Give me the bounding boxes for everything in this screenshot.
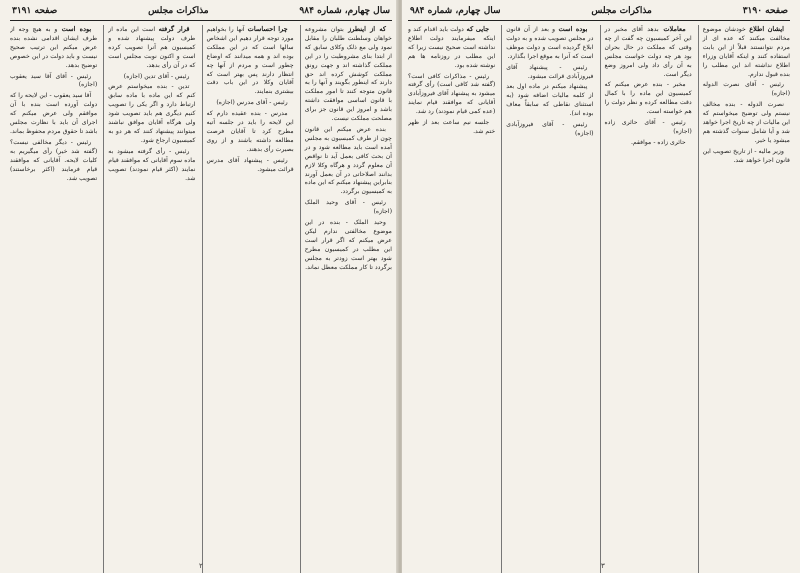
- right-column-1: [698, 25, 790, 573]
- left-column-4: [10, 25, 97, 573]
- paragraph: رئیس - آقای آقا سید یعقوب (اجازه): [10, 72, 98, 89]
- paragraph: رئیس - آقای تدین (اجازه): [123, 72, 190, 80]
- paragraph: رئیس - آقای وحید الملک (اجازه): [304, 199, 392, 216]
- paragraph: تدین - بنده میخواستم عرض کنم که این ماده با ماده سابق ارتباط دارد و اگر یکی را تصویب کنیم دیگری هم باید تصویب شود ولی هرگاه آقایان موافق نباشند میتوانند پیشنهاد کنند که هر دو به کمیسیون ارجاع شود.: [108, 83, 196, 144]
- paragraph: بنده عرض میکنم این قانون چون از طرف کمیسیون به مجلس آمده است باید مطالعه شود و در آن بحث کافی بعمل آید تا نواقص آن معلوم گردد و هرگاه وکلا لازم بدانند اصلاحاتی در آن بعمل آورند بنابراین پیشنهاد میکنم که این ماده به کمیسیون برگردد.: [304, 125, 392, 196]
- paragraph: رئیس - آقای مدرس (اجازه): [216, 99, 288, 107]
- right-column-4: [408, 25, 495, 573]
- paragraph: وزیر مالیه - از تاریخ تصویب این قانون اجرا خواهد شد.: [702, 147, 790, 164]
- paragraph: مدرس - بنده عقیده دارم که این لایحه را باید در جلسه آتیه مطرح کرد تا آقایان فرصت مطالعه داشته باشند و از روی بصیرت رأی بدهند.: [206, 110, 294, 153]
- paragraph: جایی که دولت باید اقدام کند و اینکه میفرمایند دولت اطلاع نداشته است صحیح نیست زیرا که این مطلب در روزنامه ها هم نوشته شده بود.: [408, 25, 496, 69]
- paragraph: جلسه نیم ساعت بعد از ظهر ختم شد.: [408, 119, 496, 135]
- left-column-2: [202, 25, 294, 573]
- left-page-header: [10, 4, 392, 21]
- right-issue-label: سال چهارم، شماره ۹۸۴: [410, 6, 501, 16]
- paragraph: آقا سید یعقوب - این لایحه را که دولت آورده است بنده با آن موافقم ولی عرض میکنم که اجرای آن باید با نظارت مجلس باشد تا حقوق مردم محفوظ بماند.: [10, 92, 98, 135]
- paragraph: رئیس - رأی گرفته میشود به ماده سوم آقایانی که موافقند قیام نمایند (اکثر قیام نمودند) تصویب شد.: [108, 147, 196, 182]
- right-column-3: [501, 25, 593, 573]
- left-folio: ۲: [199, 562, 203, 570]
- paragraph: وحید الملک - بنده در این موضوع مخالفتی ندارم لیکن عرض میکنم که اگر قرار است این مطلب در کمیسیون مطرح شود بهتر است زودتر به مجلس برگردد تا کار مملکت معطل نماند.: [304, 219, 392, 271]
- paragraph: بوده است و به هیچ وجه از طرف ایشان اقدامی نشده بنده عرض میکنم این ترتیب صحیح نیست و باید دولت در این خصوص توضیح بدهد.: [10, 25, 98, 69]
- paragraph: بوده است و بعد از آن قانون در مجلس تصویب شده و به دولت ابلاغ گردیده است و دولت موظف است که آنرا به موقع اجرا بگذارد.: [506, 25, 594, 60]
- paragraph: مخبر - بنده عرض میکنم که کمیسیون این ماده را با کمال دقت مطالعه کرده و نظر دولت را هم خواسته است.: [604, 81, 692, 116]
- paragraph: رئیس - آقای فیروزآبادی (اجازه): [506, 121, 594, 137]
- paragraph: قرار گرفته است این ماده از طرف دولت پیشنهاد شده و کمیسیون هم آنرا تصویب کرده است و اکنون نوبت مجلس است که در آن رأی بدهد.: [108, 25, 196, 69]
- left-issue-label: سال چهارم، شماره ۹۸۴: [299, 6, 390, 16]
- paragraph: چرا احساسات آنها را بخواهیم مورد توجه قرار دهیم این اشخاص سالها است که در این مملکت بوده اند و همه میدانند که اوضاع چطور است و مردم از آنها چه انتظار دارند پس بهتر است که آقایان وکلا در این باب دقت بیشتری بنمایند.: [206, 25, 294, 96]
- right-page-label: صفحه ۳۱۹۰: [742, 6, 788, 16]
- right-columns: [408, 25, 790, 573]
- left-column-3: [103, 25, 195, 573]
- paragraph: رئیس - دیگر مخالفی نیست؟ (گفته شد خیر) رأی میگیریم به کلیات لایحه. آقایانی که موافقند قیام فرمایند (اکثر برخاستند) تصویب شد.: [10, 138, 98, 182]
- paragraph: رئیس - مذاکرات کافی است؟ (گفته شد کافی است) رأی گرفته میشود به پیشنهاد آقای فیروزآبادی آقایانی که موافقند قیام نمایند (عده کمی قیام نمودند) رد شد.: [408, 72, 496, 116]
- left-columns: [10, 25, 392, 573]
- left-column-1: [300, 25, 392, 573]
- paragraph: پیشنهاد میکنم در ماده اول بعد از کلمه مالیات اضافه شود (به استثنای نقاطی که سابقاً معاف بوده اند).: [506, 83, 594, 118]
- paragraph: که از اینطرز بتوان مشروعه خواهان وسلطنت طلبان را مقابل نمود ولی مع ذلک وکلای سابق که از ابتدا بنای مشروطیت را در این مملکت گذاشته اند و جهت رونق مملکت کوشش کرده اند حق دارند که اینطور بگویند و آنها را به قانون متوجه کنند تا امور مملکت با قانون اساسی موافقت داشته باشد و امروز این قانون جز برای مصلحت مملکت نیست.: [304, 25, 392, 123]
- left-journal-name: مذاکرات مجلس: [148, 6, 209, 16]
- left-page: [0, 0, 398, 573]
- paragraph: نصرت الدوله - بنده مخالف نیستم ولی توضیح میخواستم که این مالیات از چه تاریخ اجرا خواهد شد و آیا شامل سنوات گذشته هم میشود یا خیر.: [702, 101, 790, 144]
- paragraph: ایشان اطلاع خودشان موضوع مخالفت میکنند که عده ای از مردم نتوانستند قبلاً از این بابت استفاده کنند و اینکه آقایان وزراء اطلاع نداشته اند این مطلب را بنده قبول ندارم.: [702, 25, 790, 78]
- right-journal-name: مذاکرات مجلس: [591, 6, 652, 16]
- paragraph: رئیس - پیشنهاد آقای مدرس قرائت میشود.: [206, 156, 294, 173]
- right-page: [402, 0, 800, 573]
- paragraph: رئیس - آقای نصرت الدوله (اجازه): [702, 81, 790, 98]
- paragraph: حائری زاده - موافقم.: [630, 138, 686, 146]
- right-column-2: [600, 25, 692, 573]
- paragraph: رئیس - آقای حائری زاده (اجازه): [604, 119, 692, 135]
- paragraph: رئیس - پیشنهاد آقای فیروزآبادی قرائت میشود.: [506, 63, 594, 80]
- right-folio: ۳: [601, 562, 605, 570]
- right-page-header: [408, 4, 790, 21]
- left-page-label: صفحه ۳۱۹۱: [12, 6, 58, 16]
- paragraph: معاملات بدهد آقای مخبر در این آخر کمیسیون چه گفت از چه وقتی که مملکت در حال بحران بود هر چه دولت خواست مجلس به آن رأی داد ولی امروز وضع دیگر است.: [604, 25, 692, 78]
